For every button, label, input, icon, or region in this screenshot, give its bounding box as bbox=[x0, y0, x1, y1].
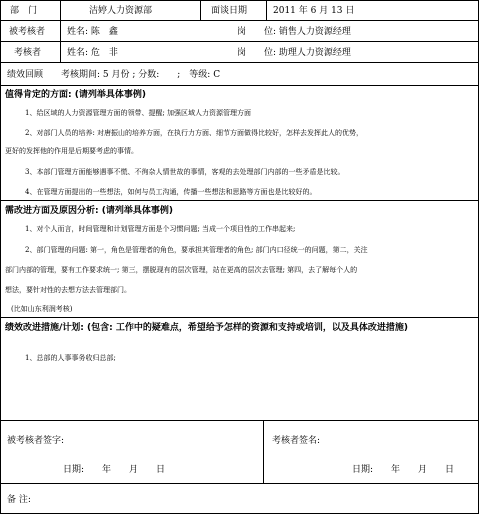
reviewee-sign-date: 日期: 年 月 日 bbox=[63, 465, 166, 475]
performance-review-text: 绩效回顾 考核期间: 5 月份 ; 分数: ; 等级: C bbox=[7, 70, 221, 80]
affirm-item-2: 2、对部门人员的培养: 对唐振山的培养方面，在执行力方面、细节方面做得比较好，怎样去发挥此人的优势， bbox=[25, 129, 364, 137]
reviewer-post: 岗 位: 助理人力资源经理 bbox=[237, 48, 351, 58]
reviewer-sign-date: 日期: 年 月 日 bbox=[352, 465, 455, 475]
affirm-section bbox=[0, 85, 479, 201]
improve-section bbox=[0, 200, 479, 318]
affirm-item-2-cont: 更好的发挥他的作用是后期要考虑的事情。 bbox=[5, 147, 138, 155]
plan-section bbox=[0, 317, 479, 421]
reviewee-signature-cell bbox=[0, 420, 264, 484]
reviewer-label: 考核者 bbox=[14, 48, 42, 58]
reviewer-label-cell bbox=[0, 41, 61, 63]
improve-note: (比如山东利润考核) bbox=[11, 305, 73, 313]
interview-date-label: 面谈日期 bbox=[211, 6, 248, 16]
reviewee-name: 姓名: 陈 鑫 bbox=[67, 27, 118, 37]
improve-item-2-cont: 部门内部的管理，要有工作要求统一; 第三，摆脱现有的层次管理，站在更高的层次去管理; 第四，去了解每个人的 bbox=[5, 266, 358, 274]
reviewer-name: 姓名: 危 非 bbox=[67, 48, 118, 58]
department-value: 洁婷人力资源部 bbox=[89, 6, 153, 16]
plan-item-1: 1、总部的人事事务收归总部; bbox=[25, 354, 116, 362]
notes-label: 备 注: bbox=[7, 495, 31, 505]
department-value-cell bbox=[60, 0, 201, 21]
department-label-cell bbox=[0, 0, 61, 21]
affirm-item-3: 3、本部门管理方面能够遇事不慌、不徇杂人情世故的事情，客观的去处理部门内部的一些矛盾是比较。 bbox=[25, 168, 345, 176]
improve-item-2-end: 想法，要针对性的去想方法去管理部门。 bbox=[5, 286, 131, 294]
affirm-title: 值得肯定的方面: (请列举具体事例) bbox=[5, 90, 146, 100]
improve-item-1: 1、对个人而言，时间管理和计划管理方面是个习惯问题; 当成一个项目性的工作串起来; bbox=[25, 225, 296, 233]
reviewer-info-cell bbox=[60, 41, 479, 63]
improve-item-2: 2、部门管理的问题: 第一，角色是管理者的角色，要承担其管理者的角色; 部门内口径统一的问题，第二，关注 bbox=[25, 246, 368, 254]
reviewer-signature-cell bbox=[263, 420, 479, 484]
plan-title: 绩效改进措施/计划: (包含: 工作中的疑难点，希望给予怎样的资源和支持或培训，以及具体改进措施) bbox=[5, 323, 408, 333]
reviewee-sign-label: 被考核者签字: bbox=[7, 436, 65, 446]
interview-date-label-cell bbox=[200, 0, 267, 21]
reviewee-label: 被考核者 bbox=[9, 27, 46, 37]
reviewee-info-cell bbox=[60, 20, 479, 42]
interview-date-value-cell bbox=[266, 0, 479, 21]
reviewee-post: 岗 位: 销售人力资源经理 bbox=[237, 27, 351, 37]
reviewer-sign-label: 考核者签名: bbox=[272, 436, 321, 446]
interview-date-value: 2011 年 6 月 13 日 bbox=[273, 6, 355, 16]
affirm-item-4: 4、在管理方面提出的一些想法，如何与员工沟通，传播一些想法和思路等方面也是比较好的。 bbox=[25, 188, 317, 196]
reviewee-label-cell bbox=[0, 20, 61, 42]
affirm-item-1: 1、给区域的人力资源管理方面的领带、提醒; 加强区域人力资源管理方面 bbox=[25, 109, 252, 117]
notes-cell bbox=[0, 483, 479, 514]
department-label: 部 门 bbox=[10, 6, 38, 16]
improve-title: 需改进方面及原因分析: (请列举具体事例) bbox=[5, 206, 173, 216]
performance-review-cell bbox=[0, 62, 479, 86]
